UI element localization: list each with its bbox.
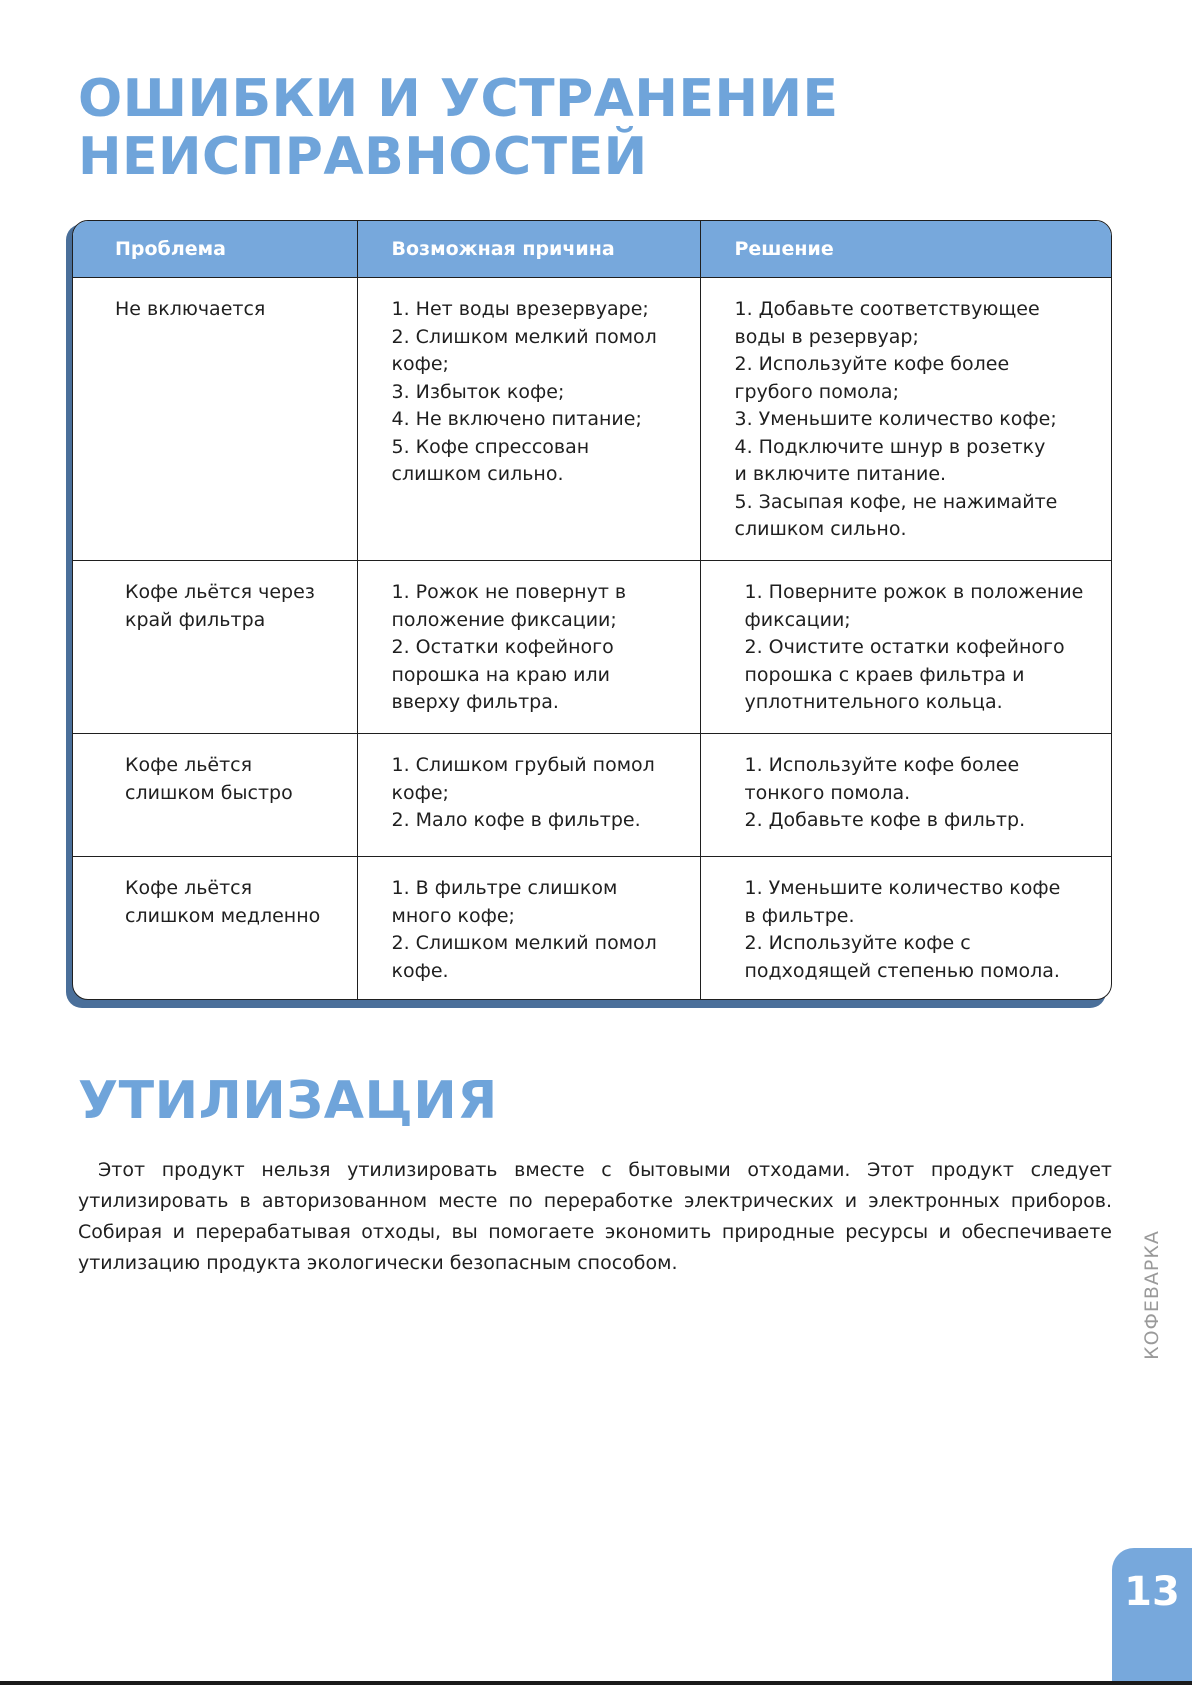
cell-cause: 1. В фильтре слишком много кофе; 2. Слишком мелкий помол кофе. — [357, 857, 700, 1001]
troubleshooting-table-frame — [72, 220, 1112, 1000]
cell-problem: Кофе льётся слишком медленно — [73, 857, 357, 1001]
cell-solution: 1. Добавьте соответствующее воды в резервуар; 2. Используйте кофе более грубого помола; 3. Уменьшите количество кофе; 4. Подключите шнур в розетку и включите питание. 5. Засыпая кофе, не нажимайте слишком сильно. — [700, 278, 1112, 561]
header-cause: Возможная причина — [357, 221, 700, 278]
header-solution: Решение — [700, 221, 1112, 278]
page-title — [78, 70, 839, 186]
page-number-tab — [1112, 1548, 1192, 1685]
cell-solution: 1. Поверните рожок в положение фиксации; 2. Очистите остатки кофейного порошка с краев фильтра и уплотнительного кольца. — [700, 561, 1112, 734]
page-number: 13 — [1124, 1569, 1180, 1615]
cell-problem: Кофе льётся через край фильтра — [73, 561, 357, 734]
cell-cause: 1. Нет воды врезервуаре; 2. Слишком мелкий помол кофе; 3. Избыток кофе; 4. Не включено питание; 5. Кофе спрессован слишком сильно. — [357, 278, 700, 561]
page-title-line-1: ОШИБКИ И УСТРАНЕНИЕ — [78, 69, 839, 129]
troubleshooting-table — [73, 221, 1112, 1000]
table-row — [73, 278, 1112, 561]
troubleshooting-table-container — [72, 220, 1112, 1004]
table-row — [73, 561, 1112, 734]
page-title-line-2: НЕИСПРАВНОСТЕЙ — [78, 127, 648, 187]
side-section-label: КОФЕВАРКА — [1141, 1230, 1163, 1360]
header-problem: Проблема — [73, 221, 357, 278]
cell-solution: 1. Используйте кофе более тонкого помола. 2. Добавьте кофе в фильтр. — [700, 734, 1112, 857]
bottom-rule — [0, 1681, 1192, 1685]
cell-problem: Не включается — [73, 278, 357, 561]
table-header-row — [73, 221, 1112, 278]
disposal-text: Этот продукт нельзя утилизировать вместе с бытовыми отходами. Этот продукт следует утилизировать в авторизованном месте по переработке электрических и электронных приборов. Собирая и перерабатывая отходы, вы помогаете экономить природные ресурсы и обеспечиваете утилизацию продукта экологически безопасным способом. — [78, 1159, 1112, 1274]
table-row — [73, 734, 1112, 857]
table-row — [73, 857, 1112, 1001]
cell-cause: 1. Рожок не повернут в положение фиксации; 2. Остатки кофейного порошка на краю или вверху фильтра. — [357, 561, 700, 734]
disposal-title: УТИЛИЗАЦИЯ — [78, 1071, 498, 1131]
cell-problem: Кофе льётся слишком быстро — [73, 734, 357, 857]
cell-solution: 1. Уменьшите количество кофе в фильтре. 2. Используйте кофе с подходящей степенью помола. — [744, 877, 1061, 982]
cell-cause: 1. Слишком грубый помол кофе; 2. Мало кофе в фильтре. — [357, 734, 700, 857]
